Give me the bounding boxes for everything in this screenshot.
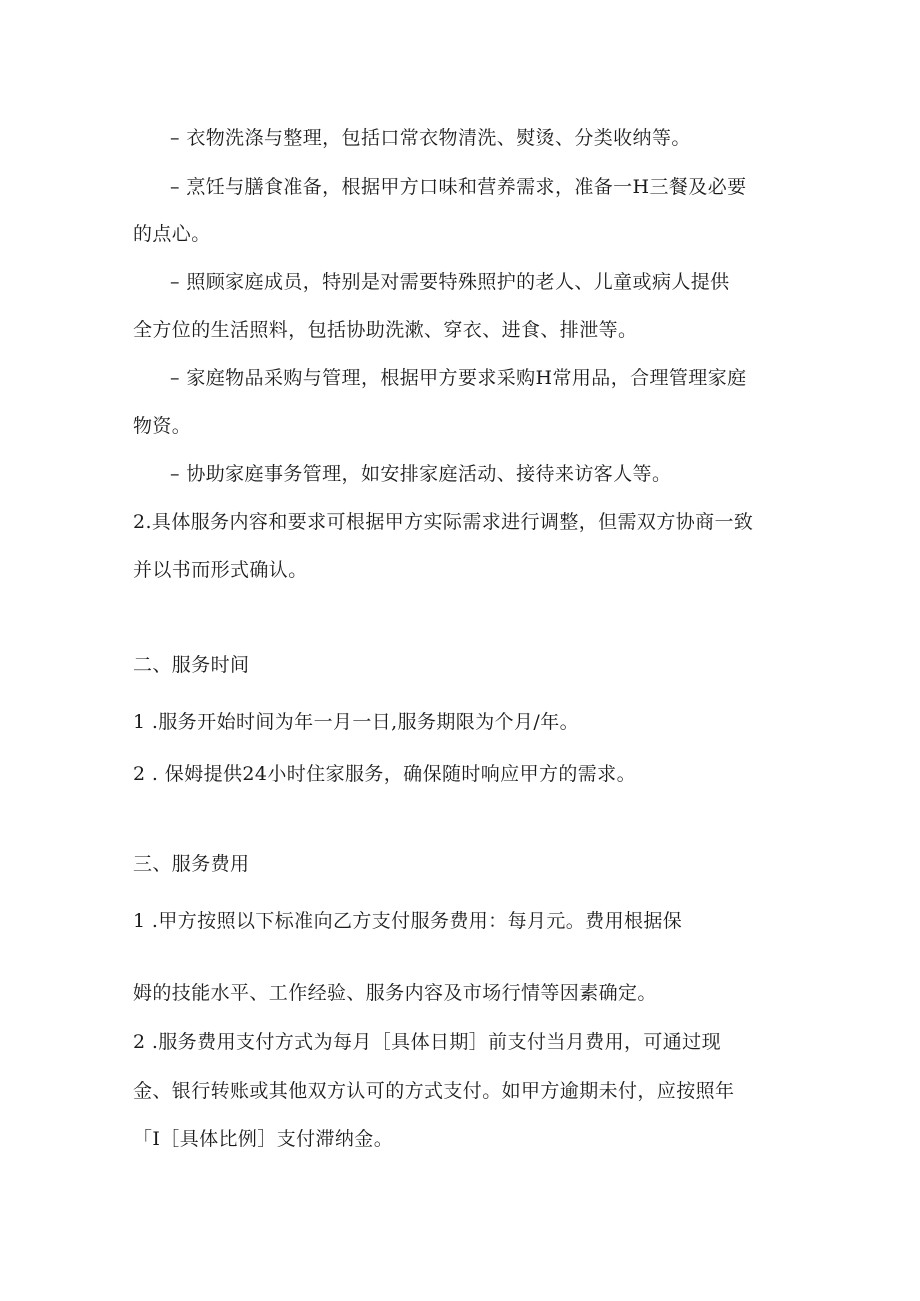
- fee-item-2-cont-2: 「I［具体比例］支付滞纳金。: [133, 1128, 394, 1150]
- duty-affairs: – 协助家庭事务管理，如安排家庭活动、接待来访客人等。: [170, 463, 672, 485]
- fee-item-1-cont: 姆的技能水平、工作经验、服务内容及市场行情等因素确定。: [133, 982, 657, 1004]
- duty-care-cont: 全方位的生活照料，包括协助洗漱、穿衣、进食、排泄等。: [133, 319, 638, 341]
- duty-laundry: – 衣物洗涤与整理，包括口常衣物清洗、熨烫、分类收纳等。: [170, 127, 691, 149]
- fee-item-2-cont: 金、银行转账或其他双方认可的方式支付。如甲方逾期未付，应按照年: [133, 1080, 735, 1102]
- duty-cooking: – 烹饪与膳食准备，根据甲方口味和营养需求，准备一H三餐及必要: [170, 176, 747, 198]
- duty-purchase-cont: 物资。: [133, 415, 192, 437]
- clause-adjustment: 2.具体服务内容和要求可根据甲方实际需求进行调整，但需双方协商一致: [133, 511, 754, 533]
- section-heading-service-time: 二、服务时间: [133, 654, 250, 676]
- duty-care: – 照顾家庭成员，特别是对需要特殊照护的老人、儿童或病人提供: [170, 271, 730, 293]
- fee-item-1: 1 .甲方按照以下标准向乙方支付服务费用：每月元。费用根据保: [133, 910, 683, 932]
- clause-adjustment-cont: 并以书而形式确认。: [133, 559, 308, 581]
- fee-item-2: 2 .服务费用支付方式为每月［具体日期］前支付当月费用，可通过现: [133, 1031, 721, 1053]
- service-time-item-2: 2 . 保姆提供24小时住家服务，确保随时响应甲方的需求。: [133, 763, 636, 785]
- duty-cooking-cont: 的点心。: [133, 223, 211, 245]
- duty-purchase: – 家庭物品采购与管理，根据甲方要求采购H常用品，合理管理家庭: [170, 367, 747, 389]
- service-time-item-1: 1 .服务开始时间为年一月一日,服务期限为个月/年。: [133, 711, 580, 733]
- section-heading-service-fee: 三、服务费用: [133, 853, 250, 875]
